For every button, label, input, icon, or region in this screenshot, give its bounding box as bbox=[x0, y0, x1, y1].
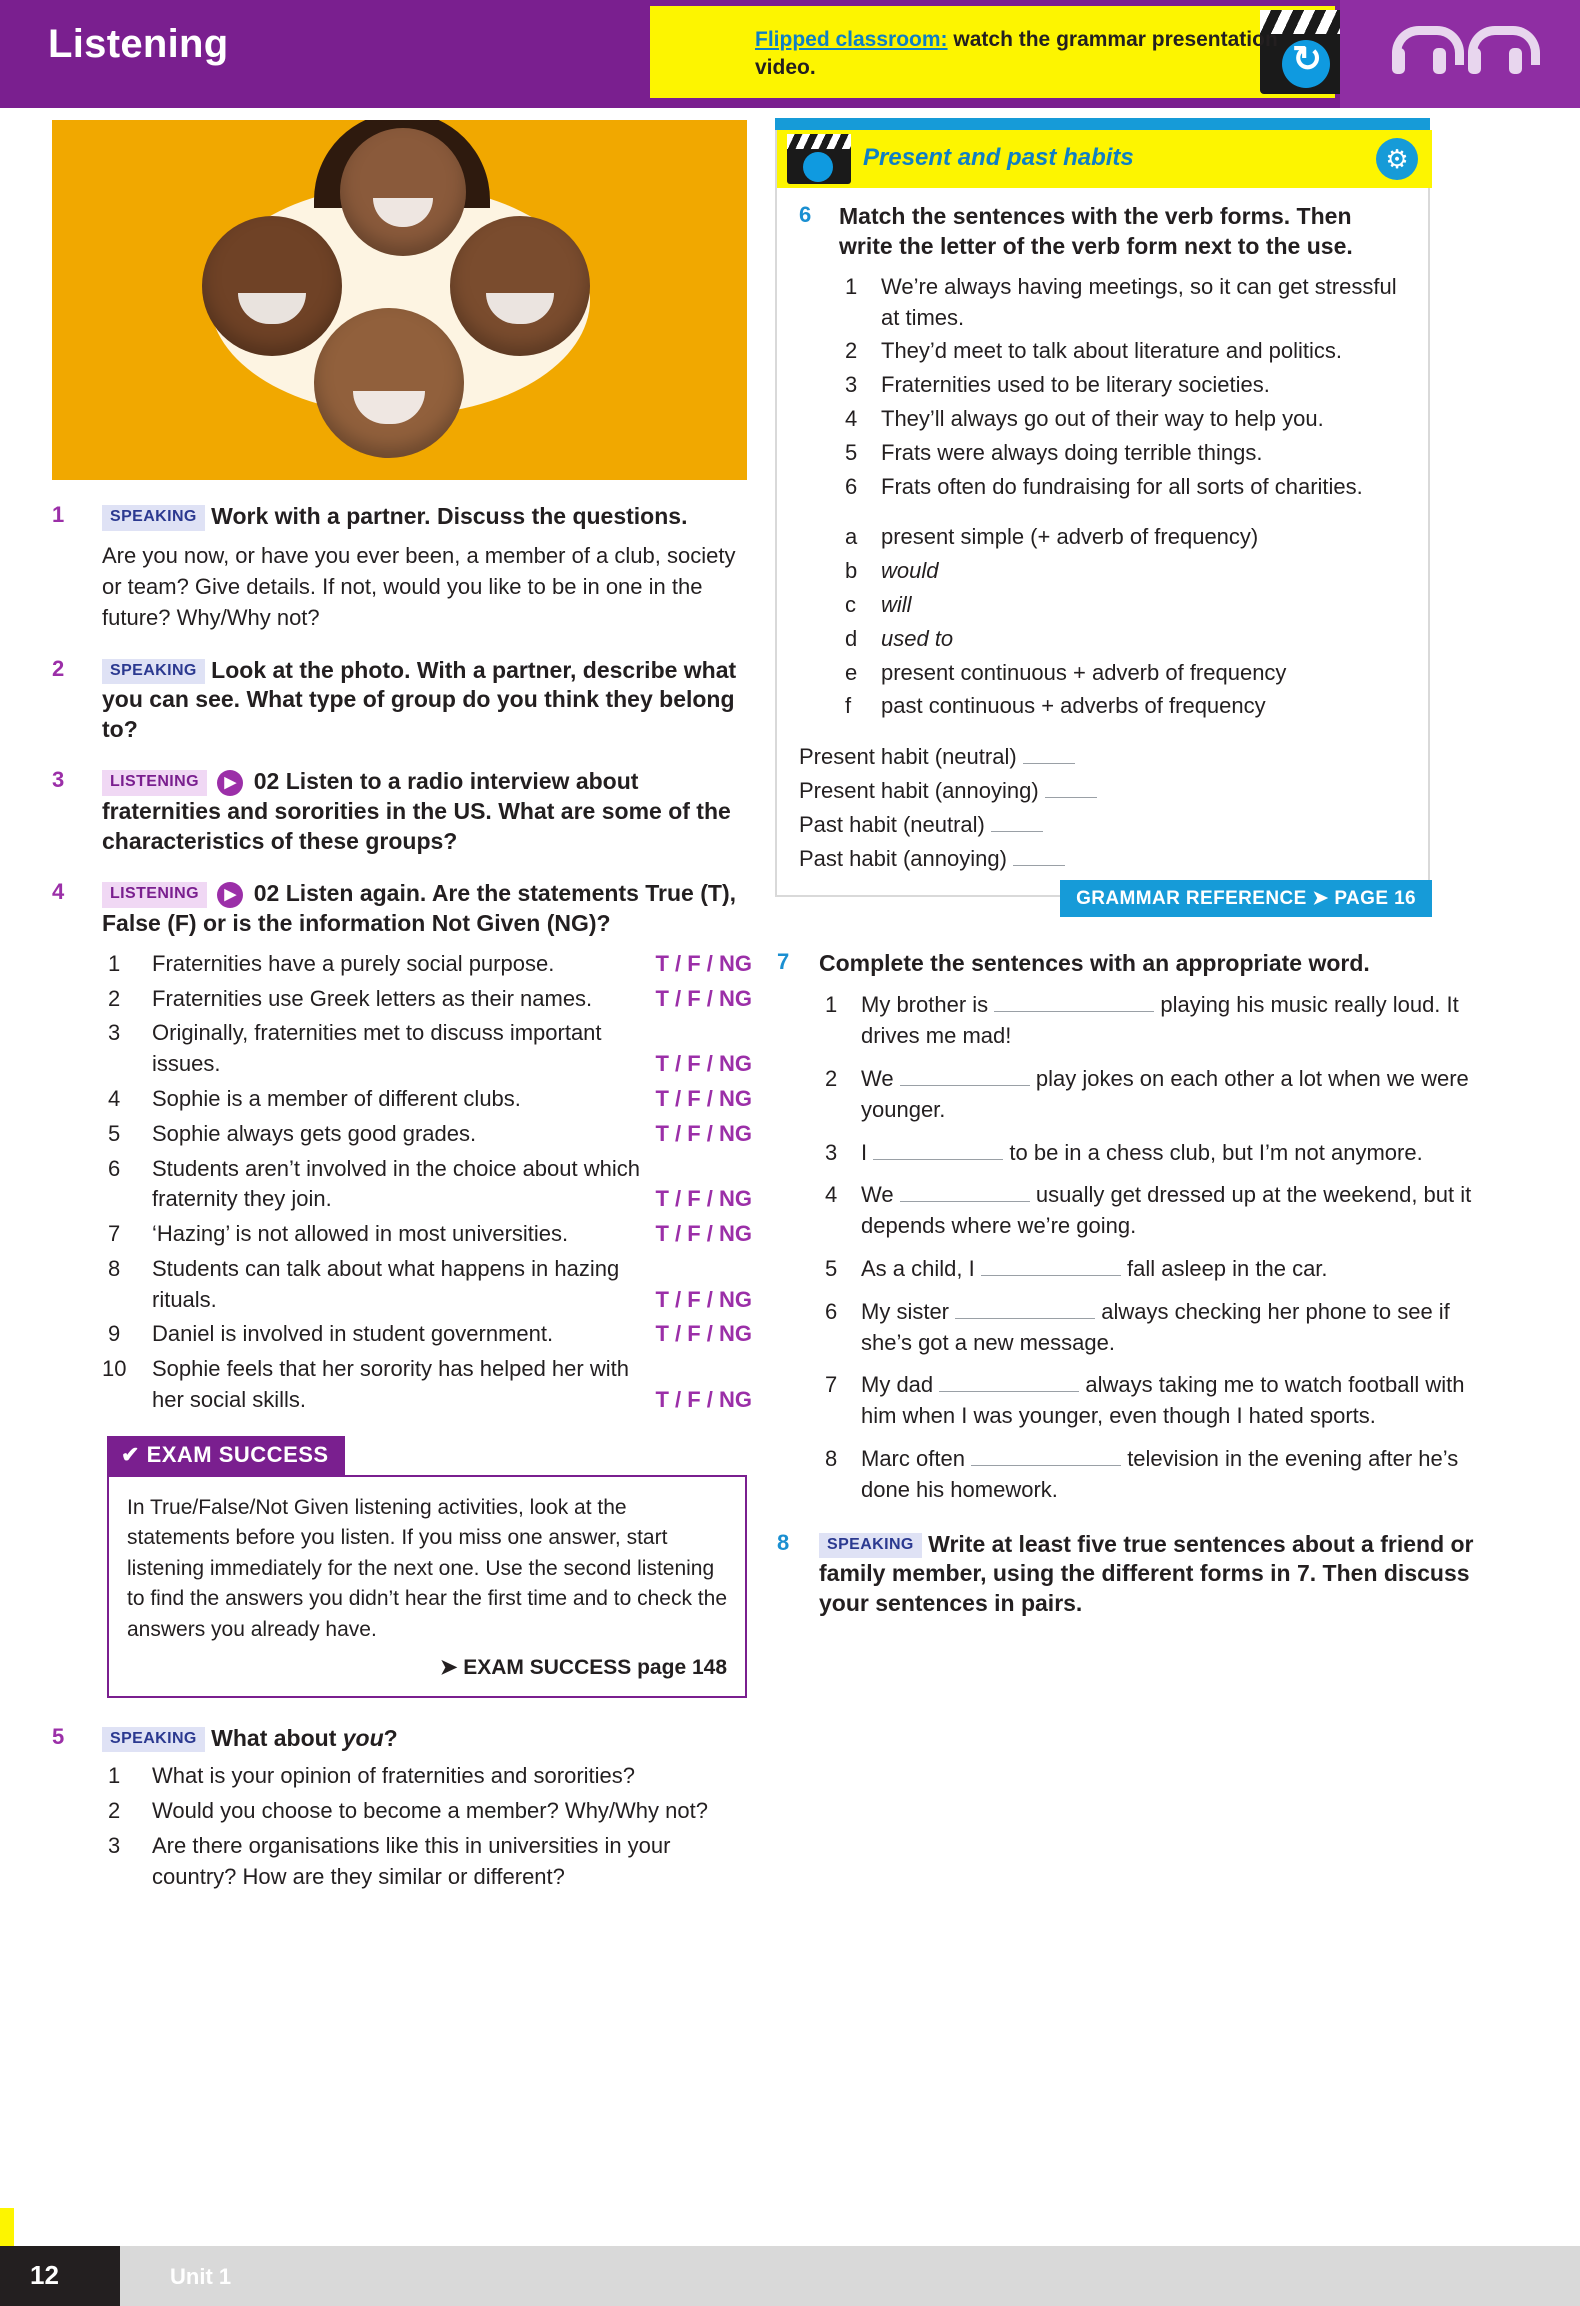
item-text: Past habit (neutral) bbox=[799, 812, 985, 838]
tfng-answer[interactable]: T / F / NG bbox=[655, 1321, 752, 1347]
exercise-1-number: 1 bbox=[52, 502, 65, 527]
exercise-5 bbox=[52, 1724, 752, 1893]
item-number: 3 bbox=[108, 1020, 121, 1046]
list-item[interactable] bbox=[799, 808, 1406, 842]
item-number: 2 bbox=[845, 338, 858, 364]
item-text: Students can talk about what happens in hazing rituals. bbox=[152, 1255, 620, 1312]
grammar-reference-badge[interactable]: GRAMMAR REFERENCE ➤ PAGE 16 bbox=[1060, 880, 1432, 917]
list-item bbox=[819, 990, 1505, 1052]
speaking-tag: SPEAKING bbox=[102, 659, 205, 685]
exam-success-label: EXAM SUCCESS bbox=[146, 1441, 329, 1467]
exercise-8-number: 8 bbox=[777, 1529, 790, 1555]
item-text: Originally, fraternities met to discuss important issues. bbox=[152, 1020, 602, 1077]
item-number: 6 bbox=[825, 1298, 838, 1324]
exercise-3-number: 3 bbox=[52, 767, 65, 793]
list-item bbox=[102, 1018, 752, 1080]
item-text: Students aren’t involved in the choice about which fraternity they join. bbox=[152, 1155, 640, 1212]
item-before: As a child, I bbox=[861, 1255, 975, 1281]
exercise-4-track: 02 bbox=[253, 879, 280, 906]
exercise-5-lead-a: What about bbox=[211, 1724, 343, 1751]
item-number: 8 bbox=[108, 1255, 121, 1281]
exercise-3-lead: Listen to a radio interview about fraternities and sororities in the US. What are some of the characteristics of these groups? bbox=[102, 768, 731, 855]
item-number: 3 bbox=[845, 372, 858, 398]
item-number: 5 bbox=[845, 439, 858, 465]
exam-success-body: In True/False/Not Given listening activities, look at the statements before you listen. If you miss one answer, start listening immediately for the next one. Use the second listening to find the answers you didn’t hear the first time and to check the answers you already have. bbox=[127, 1495, 727, 1641]
list-item bbox=[102, 1354, 752, 1416]
list-item bbox=[839, 624, 1406, 655]
exercise-8-instruction bbox=[819, 1530, 1505, 1620]
item-text: Frats often do fundraising for all sorts of charities. bbox=[881, 473, 1363, 499]
flipped-link-label[interactable]: Flipped classroom: bbox=[755, 28, 948, 51]
speaking-tag: SPEAKING bbox=[819, 1533, 922, 1559]
item-letter: f bbox=[845, 693, 852, 719]
list-item bbox=[102, 984, 752, 1015]
list-item bbox=[102, 1761, 752, 1792]
item-text: would bbox=[881, 558, 939, 584]
exercise-4-instruction bbox=[102, 879, 752, 939]
answer-blank[interactable] bbox=[994, 992, 1154, 1012]
item-before: My dad bbox=[861, 1372, 934, 1398]
audio-play-icon[interactable]: ▶ bbox=[217, 770, 243, 796]
list-item bbox=[839, 691, 1406, 722]
exercise-4 bbox=[52, 879, 752, 1416]
left-column bbox=[52, 120, 752, 1897]
exercise-5-number: 5 bbox=[52, 1723, 65, 1749]
speaking-tag: SPEAKING bbox=[102, 505, 205, 531]
list-item bbox=[102, 949, 752, 980]
page-number: 12 bbox=[30, 2260, 59, 2290]
exercise-3-instruction bbox=[102, 767, 752, 857]
list-item bbox=[102, 1831, 752, 1893]
page-title: Listening bbox=[48, 22, 229, 66]
item-number: 4 bbox=[108, 1085, 121, 1111]
item-number: 3 bbox=[108, 1832, 121, 1858]
item-number: 6 bbox=[108, 1155, 121, 1181]
item-text: Fraternities have a purely social purpose. bbox=[152, 950, 555, 976]
item-text: present simple (+ adverb of frequency) bbox=[881, 524, 1259, 550]
item-before: I bbox=[861, 1139, 868, 1165]
answer-blank[interactable] bbox=[981, 1256, 1121, 1276]
exercise-5-lead-b: you bbox=[342, 1724, 384, 1751]
list-item bbox=[102, 1796, 752, 1827]
exercise-3 bbox=[52, 767, 752, 857]
list-item bbox=[839, 658, 1406, 689]
item-number: 6 bbox=[845, 473, 858, 499]
item-number: 7 bbox=[825, 1372, 838, 1398]
list-item bbox=[102, 1154, 752, 1216]
gear-icon[interactable]: ⚙ bbox=[1376, 138, 1418, 180]
tfng-answer[interactable]: T / F / NG bbox=[655, 1051, 752, 1077]
tfng-answer[interactable]: T / F / NG bbox=[655, 1286, 752, 1312]
exercise-6-lead: Match the sentences with the verb forms. Then write the letter of the verb form next to the use. bbox=[839, 203, 1353, 259]
item-before: We bbox=[861, 1066, 894, 1091]
list-item bbox=[102, 1319, 752, 1350]
item-before: My brother is bbox=[861, 992, 989, 1018]
item-after: always checking her phone to see if she’s got a new message. bbox=[861, 1298, 1450, 1355]
item-text: We’re always having meetings, so it can get stressful at times. bbox=[881, 273, 1397, 330]
exam-success-ref[interactable]: ➤ EXAM SUCCESS page 148 bbox=[439, 1656, 727, 1680]
grammar-card bbox=[775, 130, 1430, 909]
item-text: Fraternities use Greek letters as their names. bbox=[152, 985, 593, 1011]
list-item bbox=[819, 1138, 1505, 1169]
flipped-classroom-text bbox=[755, 26, 1320, 83]
list-item bbox=[819, 1297, 1505, 1359]
item-before: We bbox=[861, 1182, 894, 1208]
tfng-answer[interactable]: T / F / NG bbox=[655, 1387, 752, 1413]
answer-blank[interactable] bbox=[939, 1372, 1079, 1392]
item-after: to be in a chess club, but I’m not anymore. bbox=[1009, 1139, 1423, 1165]
answer-blank[interactable] bbox=[873, 1140, 1003, 1160]
list-item bbox=[839, 556, 1406, 587]
item-text: Present habit (annoying) bbox=[799, 778, 1039, 804]
speaking-tag: SPEAKING bbox=[102, 1727, 205, 1753]
tfng-answer[interactable]: T / F / NG bbox=[655, 1221, 752, 1247]
exercise-3-track: 02 bbox=[253, 768, 280, 795]
list-item bbox=[839, 438, 1406, 469]
exercise-4-lead: Listen again. Are the statements True (T), False (F) or is the information Not Given (NG)? bbox=[102, 879, 736, 936]
item-number: 1 bbox=[825, 992, 838, 1018]
flipped-classroom-banner bbox=[650, 6, 1335, 98]
exercise-1-body: Are you now, or have you ever been, a member of a club, society or team? Give details. If not, would you like to be in one in the future? Why/Why not? bbox=[102, 542, 736, 631]
list-item bbox=[819, 1180, 1505, 1242]
list-item bbox=[839, 370, 1406, 401]
exercise-2 bbox=[52, 656, 752, 746]
item-after: usually get dressed up at the weekend, but it depends where we’re going. bbox=[861, 1182, 1472, 1239]
audio-play-icon[interactable]: ▶ bbox=[217, 882, 243, 908]
exercise-8 bbox=[775, 1530, 1505, 1620]
exercise-8-lead: Write at least five true sentences about a friend or family member, using the different forms in 7. Then discuss your sentences in pairs. bbox=[819, 1530, 1474, 1617]
item-text: Sophie feels that her sorority has helped her with her social skills. bbox=[152, 1356, 629, 1413]
unit-label: Unit 1 bbox=[170, 2264, 232, 2289]
item-after: television in the evening after he’s done his homework. bbox=[861, 1445, 1459, 1502]
grammar-title: Present and past habits bbox=[863, 144, 1134, 171]
item-text: They’d meet to talk about literature and politics. bbox=[881, 338, 1343, 364]
item-number: 2 bbox=[108, 1798, 121, 1824]
item-number: 1 bbox=[108, 1763, 121, 1789]
item-number: 9 bbox=[108, 1321, 121, 1347]
page-header bbox=[0, 0, 1580, 108]
item-number: 1 bbox=[108, 950, 121, 976]
answer-blank[interactable] bbox=[900, 1182, 1030, 1202]
list-item bbox=[102, 1254, 752, 1316]
item-number: 10 bbox=[102, 1356, 127, 1382]
item-number: 1 bbox=[845, 273, 858, 299]
list-item bbox=[839, 522, 1406, 553]
exercise-7-lead: Complete the sentences with an appropriate word. bbox=[819, 949, 1370, 976]
tfng-answer[interactable]: T / F / NG bbox=[655, 1186, 752, 1212]
grammar-top-bar bbox=[775, 118, 1430, 130]
item-letter: c bbox=[845, 591, 856, 617]
item-letter: e bbox=[845, 659, 858, 685]
flipped-rest-label: watch the grammar presentation video. bbox=[755, 28, 1278, 80]
list-item bbox=[819, 1064, 1505, 1126]
item-text: past continuous + adverbs of frequency bbox=[881, 693, 1266, 719]
answer-blank[interactable] bbox=[955, 1299, 1095, 1319]
item-text: present continuous + adverb of frequency bbox=[881, 659, 1287, 685]
item-letter: b bbox=[845, 558, 858, 584]
item-number: 4 bbox=[845, 405, 858, 431]
item-text: They’ll always go out of their way to help you. bbox=[881, 405, 1324, 431]
exercise-7 bbox=[775, 949, 1505, 1506]
list-item[interactable] bbox=[799, 740, 1406, 774]
list-item bbox=[839, 590, 1406, 621]
answer-blank[interactable] bbox=[900, 1066, 1030, 1086]
exercise-6 bbox=[797, 202, 1406, 722]
exercise-4-number: 4 bbox=[52, 878, 65, 904]
item-text: Sophie always gets good grades. bbox=[152, 1120, 477, 1146]
answer-blank[interactable] bbox=[1013, 846, 1065, 866]
exam-success-box bbox=[107, 1436, 752, 1698]
item-number: 3 bbox=[825, 1139, 838, 1165]
exam-success-tab bbox=[107, 1436, 345, 1475]
tfng-answer[interactable]: T / F / NG bbox=[655, 950, 752, 976]
listening-tag: LISTENING bbox=[102, 882, 207, 908]
item-letter: d bbox=[845, 625, 858, 651]
exercise-1-lead: Work with a partner. Discuss the questions. bbox=[211, 503, 688, 529]
answer-blank[interactable] bbox=[1045, 778, 1097, 798]
exercise-2-number: 2 bbox=[52, 655, 65, 681]
item-text: Would you choose to become a member? Why/Why not? bbox=[152, 1798, 708, 1824]
list-item bbox=[102, 1219, 752, 1250]
item-number: 8 bbox=[825, 1445, 838, 1471]
item-letter: a bbox=[845, 524, 858, 550]
exercise-5-instruction bbox=[102, 1724, 752, 1754]
exercise-2-lead: Look at the photo. With a partner, describe what you can see. What type of group do you think they belong to? bbox=[102, 656, 737, 743]
item-number: 4 bbox=[825, 1182, 838, 1208]
exercise-2-instruction bbox=[102, 656, 752, 746]
list-item[interactable] bbox=[799, 774, 1406, 808]
item-text: Fraternities used to be literary societies. bbox=[881, 372, 1270, 398]
exercise-1 bbox=[52, 502, 752, 634]
item-text: will bbox=[881, 591, 912, 617]
item-after: play jokes on each other a lot when we were younger. bbox=[861, 1066, 1469, 1122]
right-column bbox=[775, 118, 1505, 1619]
answer-blank[interactable] bbox=[1023, 744, 1075, 764]
item-number: 5 bbox=[108, 1120, 121, 1146]
tfng-answer[interactable]: T / F / NG bbox=[655, 1120, 752, 1146]
grammar-header bbox=[777, 130, 1432, 188]
item-after: fall asleep in the car. bbox=[1126, 1255, 1328, 1281]
listening-tag: LISTENING bbox=[102, 770, 207, 796]
tfng-answer[interactable]: T / F / NG bbox=[655, 1085, 752, 1111]
answer-blank[interactable] bbox=[971, 1446, 1121, 1466]
item-text: Frats were always doing terrible things. bbox=[881, 439, 1263, 465]
item-number: 5 bbox=[825, 1255, 838, 1281]
item-number: 7 bbox=[108, 1221, 121, 1247]
item-after: always taking me to watch football with him when I was younger, even though I hated sports. bbox=[861, 1372, 1465, 1429]
list-item bbox=[102, 1084, 752, 1115]
exam-success-body-box bbox=[107, 1475, 747, 1698]
video-clapperboard-icon bbox=[787, 134, 851, 184]
lesson-photo bbox=[52, 120, 747, 480]
habit-uses-list bbox=[797, 740, 1406, 876]
item-after: playing his music really loud. It drives me mad! bbox=[861, 992, 1459, 1049]
list-item bbox=[839, 272, 1406, 334]
list-item bbox=[839, 336, 1406, 367]
list-item bbox=[102, 1119, 752, 1150]
exercise-1-instruction bbox=[102, 502, 752, 532]
page-body bbox=[0, 108, 1580, 2246]
item-text: Are there organisations like this in universities in your country? How are they similar or different? bbox=[152, 1832, 671, 1889]
grammar-body bbox=[777, 188, 1428, 909]
item-before: Marc often bbox=[861, 1445, 965, 1471]
item-text: What is your opinion of fraternities and sororities? bbox=[152, 1763, 636, 1789]
item-text: Sophie is a member of different clubs. bbox=[152, 1085, 521, 1111]
exercise-6-number: 6 bbox=[799, 202, 812, 227]
exercise-5-lead-c: ? bbox=[383, 1724, 398, 1751]
check-icon: ✔ bbox=[121, 1441, 140, 1467]
list-item bbox=[839, 404, 1406, 435]
list-item bbox=[819, 1444, 1505, 1506]
item-before: My sister bbox=[861, 1298, 949, 1324]
answer-blank[interactable] bbox=[991, 812, 1043, 832]
item-number: 2 bbox=[108, 985, 121, 1011]
list-item[interactable] bbox=[799, 842, 1406, 876]
headphones-icon bbox=[1340, 0, 1580, 108]
item-text: Present habit (neutral) bbox=[799, 744, 1017, 770]
list-item bbox=[819, 1254, 1505, 1285]
item-text: used to bbox=[881, 625, 954, 651]
item-text: Daniel is involved in student government. bbox=[152, 1321, 554, 1347]
item-text: ‘Hazing’ is not allowed in most universities. bbox=[152, 1221, 569, 1247]
exercise-7-number: 7 bbox=[777, 948, 790, 974]
tfng-answer[interactable]: T / F / NG bbox=[655, 985, 752, 1011]
list-item bbox=[839, 472, 1406, 503]
item-number: 2 bbox=[825, 1066, 838, 1091]
item-text: Past habit (annoying) bbox=[799, 846, 1007, 872]
page-footer bbox=[0, 2246, 1580, 2306]
list-item bbox=[819, 1370, 1505, 1432]
